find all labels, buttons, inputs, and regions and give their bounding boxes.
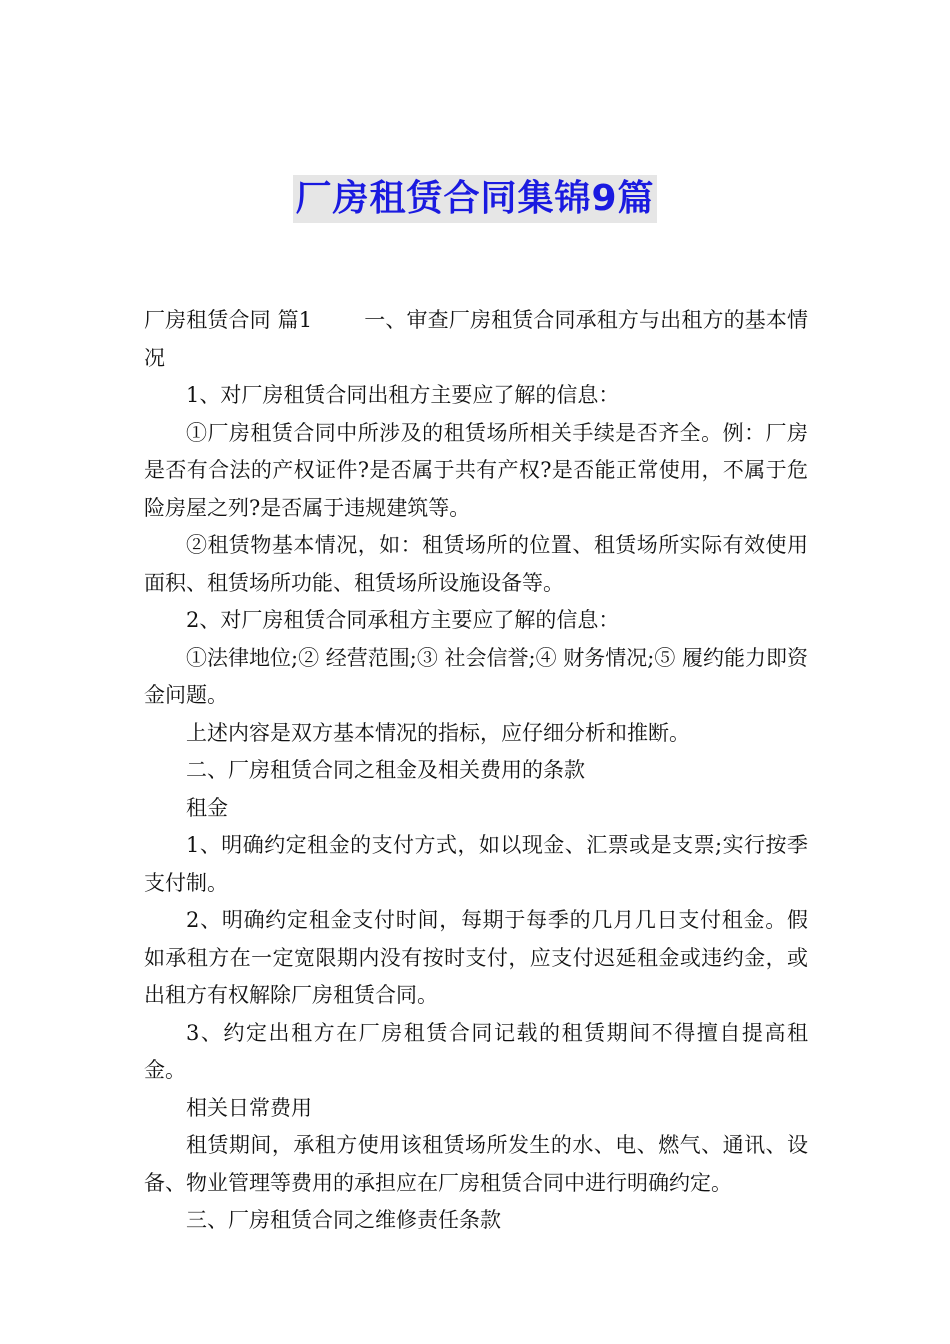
paragraph: 上述内容是双方基本情况的指标，应仔细分析和推断。 [186, 720, 690, 745]
paragraph: 1、对厂房租赁合同出租方主要应了解的信息： [186, 383, 620, 407]
title-area [0, 175, 950, 223]
document-body [144, 302, 808, 1240]
paragraph: ①厂房租赁合同中所涉及的租赁场所相关手续是否齐全。例：厂房是否有合法的产权证件?是否属于共有产权?是否能正常使用，不属于危险房屋之列?是否属于违规建筑等。 [144, 420, 808, 520]
document-title: 厂房租赁合同集锦9篇 [293, 175, 656, 223]
paragraph: 1、明确约定租金的支付方式，如以现金、汇票或是支票;实行按季支付制。 [144, 833, 808, 895]
paragraph: 3、约定出租方在厂房租赁合同记载的租赁期间不得擅自提高租金。 [144, 1020, 808, 1082]
first-paragraph [144, 302, 808, 377]
section-lead: 厂房租赁合同 篇1 [144, 308, 313, 332]
paragraph: 2、对厂房租赁合同承租方主要应了解的信息： [186, 608, 620, 632]
section-heading: 三、厂房租赁合同之维修责任条款 [186, 1208, 501, 1232]
paragraph: 2、明确约定租金支付时间，每期于每季的几月几日支付租金。假如承租方在一定宽限期内没有按时支付，应支付迟延租金或违约金，或出租方有权解除厂房租赁合同。 [144, 908, 808, 1007]
section-heading: 一、审查厂房租赁合同承租方与出租方的基本情况 [144, 308, 809, 370]
subheading: 租金 [186, 795, 228, 820]
section-heading: 二、厂房租赁合同之租金及相关费用的条款 [186, 758, 585, 782]
paragraph: ①法律地位;② 经营范围;③ 社会信誉;④ 财务情况;⑤ 履约能力即资金问题。 [144, 645, 808, 707]
paragraph: 租赁期间，承租方使用该租赁场所发生的水、电、燃气、通讯、设备、物业管理等费用的承担应在厂房租赁合同中进行明确约定。 [144, 1133, 808, 1195]
subheading: 相关日常费用 [186, 1095, 312, 1120]
paragraph: ②租赁物基本情况，如：租赁场所的位置、租赁场所实际有效使用面积、租赁场所功能、租赁场所设施设备等。 [144, 533, 808, 595]
